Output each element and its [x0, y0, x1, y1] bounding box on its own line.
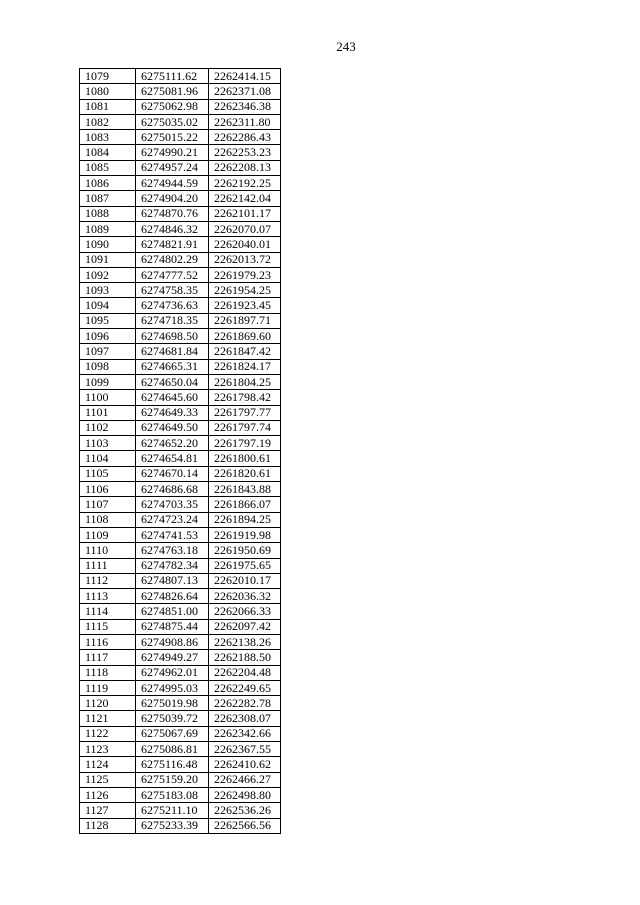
- x-coordinate-cell: 6274846.32: [136, 221, 209, 236]
- table-row: [80, 267, 281, 282]
- table-row: [80, 512, 281, 527]
- point-number-cell: 1124: [80, 757, 136, 772]
- y-coordinate-cell: 2262188.50: [209, 650, 281, 665]
- table-row: [80, 772, 281, 787]
- table-row: [80, 329, 281, 344]
- x-coordinate-cell: 6274870.76: [136, 206, 209, 221]
- x-coordinate-cell: 6274652.20: [136, 436, 209, 451]
- table-row: [80, 69, 281, 84]
- x-coordinate-cell: 6274990.21: [136, 145, 209, 160]
- x-coordinate-cell: 6275183.08: [136, 787, 209, 802]
- y-coordinate-cell: 2262192.25: [209, 176, 281, 191]
- point-number-cell: 1102: [80, 420, 136, 435]
- point-number-cell: 1105: [80, 466, 136, 481]
- x-coordinate-cell: 6275019.98: [136, 696, 209, 711]
- y-coordinate-cell: 2262410.62: [209, 757, 281, 772]
- y-coordinate-cell: 2262466.27: [209, 772, 281, 787]
- y-coordinate-cell: 2261797.19: [209, 436, 281, 451]
- table-row: [80, 696, 281, 711]
- point-number-cell: 1092: [80, 267, 136, 282]
- table-row: [80, 206, 281, 221]
- x-coordinate-cell: 6274736.63: [136, 298, 209, 313]
- table-row: [80, 803, 281, 818]
- point-number-cell: 1110: [80, 543, 136, 558]
- table-row: [80, 420, 281, 435]
- table-row: [80, 634, 281, 649]
- table-row: [80, 114, 281, 129]
- coordinates-table: [79, 68, 281, 834]
- point-number-cell: 1120: [80, 696, 136, 711]
- y-coordinate-cell: 2261894.25: [209, 512, 281, 527]
- x-coordinate-cell: 6274698.50: [136, 329, 209, 344]
- table-row: [80, 145, 281, 160]
- y-coordinate-cell: 2261800.61: [209, 451, 281, 466]
- point-number-cell: 1115: [80, 619, 136, 634]
- table-row: [80, 160, 281, 175]
- table-row: [80, 313, 281, 328]
- table-row: [80, 374, 281, 389]
- point-number-cell: 1086: [80, 176, 136, 191]
- y-coordinate-cell: 2261975.65: [209, 558, 281, 573]
- point-number-cell: 1125: [80, 772, 136, 787]
- table-row: [80, 650, 281, 665]
- x-coordinate-cell: 6274703.35: [136, 497, 209, 512]
- point-number-cell: 1087: [80, 191, 136, 206]
- point-number-cell: 1109: [80, 527, 136, 542]
- point-number-cell: 1118: [80, 665, 136, 680]
- point-number-cell: 1127: [80, 803, 136, 818]
- table-row: [80, 665, 281, 680]
- y-coordinate-cell: 2261804.25: [209, 374, 281, 389]
- x-coordinate-cell: 6274649.50: [136, 420, 209, 435]
- x-coordinate-cell: 6275233.39: [136, 818, 209, 833]
- y-coordinate-cell: 2262097.42: [209, 619, 281, 634]
- point-number-cell: 1104: [80, 451, 136, 466]
- point-number-cell: 1116: [80, 634, 136, 649]
- point-number-cell: 1122: [80, 726, 136, 741]
- y-coordinate-cell: 2261824.17: [209, 359, 281, 374]
- x-coordinate-cell: 6274670.14: [136, 466, 209, 481]
- x-coordinate-cell: 6275116.48: [136, 757, 209, 772]
- x-coordinate-cell: 6274686.68: [136, 482, 209, 497]
- point-number-cell: 1081: [80, 99, 136, 114]
- x-coordinate-cell: 6274777.52: [136, 267, 209, 282]
- point-number-cell: 1085: [80, 160, 136, 175]
- point-number-cell: 1091: [80, 252, 136, 267]
- y-coordinate-cell: 2261820.61: [209, 466, 281, 481]
- table-row: [80, 283, 281, 298]
- x-coordinate-cell: 6275067.69: [136, 726, 209, 741]
- y-coordinate-cell: 2262286.43: [209, 130, 281, 145]
- x-coordinate-cell: 6274654.81: [136, 451, 209, 466]
- x-coordinate-cell: 6275211.10: [136, 803, 209, 818]
- table-row: [80, 99, 281, 114]
- y-coordinate-cell: 2261797.77: [209, 405, 281, 420]
- point-number-cell: 1083: [80, 130, 136, 145]
- y-coordinate-cell: 2262036.32: [209, 589, 281, 604]
- point-number-cell: 1098: [80, 359, 136, 374]
- table-row: [80, 451, 281, 466]
- table-row: [80, 482, 281, 497]
- x-coordinate-cell: 6274802.29: [136, 252, 209, 267]
- x-coordinate-cell: 6274962.01: [136, 665, 209, 680]
- point-number-cell: 1126: [80, 787, 136, 802]
- point-number-cell: 1106: [80, 482, 136, 497]
- y-coordinate-cell: 2261798.42: [209, 390, 281, 405]
- y-coordinate-cell: 2262536.26: [209, 803, 281, 818]
- table-row: [80, 130, 281, 145]
- table-row: [80, 221, 281, 236]
- point-number-cell: 1093: [80, 283, 136, 298]
- table-row: [80, 726, 281, 741]
- x-coordinate-cell: 6274645.60: [136, 390, 209, 405]
- point-number-cell: 1084: [80, 145, 136, 160]
- x-coordinate-cell: 6274649.33: [136, 405, 209, 420]
- table-row: [80, 497, 281, 512]
- point-number-cell: 1082: [80, 114, 136, 129]
- table-row: [80, 191, 281, 206]
- x-coordinate-cell: 6275111.62: [136, 69, 209, 84]
- table-row: [80, 742, 281, 757]
- y-coordinate-cell: 2261797.74: [209, 420, 281, 435]
- table-row: [80, 680, 281, 695]
- point-number-cell: 1095: [80, 313, 136, 328]
- x-coordinate-cell: 6275081.96: [136, 84, 209, 99]
- table-row: [80, 344, 281, 359]
- x-coordinate-cell: 6274908.86: [136, 634, 209, 649]
- x-coordinate-cell: 6274681.84: [136, 344, 209, 359]
- y-coordinate-cell: 2261897.71: [209, 313, 281, 328]
- x-coordinate-cell: 6274741.53: [136, 527, 209, 542]
- point-number-cell: 1117: [80, 650, 136, 665]
- y-coordinate-cell: 2262070.07: [209, 221, 281, 236]
- x-coordinate-cell: 6274995.03: [136, 680, 209, 695]
- table-row: [80, 405, 281, 420]
- coordinates-table-body: [80, 69, 281, 834]
- table-row: [80, 237, 281, 252]
- y-coordinate-cell: 2262249.65: [209, 680, 281, 695]
- x-coordinate-cell: 6274949.27: [136, 650, 209, 665]
- y-coordinate-cell: 2261866.07: [209, 497, 281, 512]
- table-row: [80, 466, 281, 481]
- y-coordinate-cell: 2261923.45: [209, 298, 281, 313]
- x-coordinate-cell: 6274875.44: [136, 619, 209, 634]
- point-number-cell: 1099: [80, 374, 136, 389]
- table-row: [80, 589, 281, 604]
- table-row: [80, 390, 281, 405]
- y-coordinate-cell: 2261979.23: [209, 267, 281, 282]
- x-coordinate-cell: 6274723.24: [136, 512, 209, 527]
- x-coordinate-cell: 6275086.81: [136, 742, 209, 757]
- table-row: [80, 436, 281, 451]
- table-row: [80, 359, 281, 374]
- y-coordinate-cell: 2262208.13: [209, 160, 281, 175]
- y-coordinate-cell: 2262282.78: [209, 696, 281, 711]
- point-number-cell: 1096: [80, 329, 136, 344]
- y-coordinate-cell: 2261869.60: [209, 329, 281, 344]
- y-coordinate-cell: 2262311.80: [209, 114, 281, 129]
- table-row: [80, 298, 281, 313]
- x-coordinate-cell: 6274782.34: [136, 558, 209, 573]
- table-row: [80, 818, 281, 833]
- y-coordinate-cell: 2262414.15: [209, 69, 281, 84]
- point-number-cell: 1107: [80, 497, 136, 512]
- point-number-cell: 1100: [80, 390, 136, 405]
- table-row: [80, 573, 281, 588]
- point-number-cell: 1079: [80, 69, 136, 84]
- y-coordinate-cell: 2262013.72: [209, 252, 281, 267]
- table-row: [80, 711, 281, 726]
- point-number-cell: 1119: [80, 680, 136, 695]
- y-coordinate-cell: 2262010.17: [209, 573, 281, 588]
- point-number-cell: 1111: [80, 558, 136, 573]
- x-coordinate-cell: 6274821.91: [136, 237, 209, 252]
- table-row: [80, 787, 281, 802]
- y-coordinate-cell: 2261843.88: [209, 482, 281, 497]
- table-row: [80, 604, 281, 619]
- point-number-cell: 1121: [80, 711, 136, 726]
- y-coordinate-cell: 2262367.55: [209, 742, 281, 757]
- point-number-cell: 1090: [80, 237, 136, 252]
- y-coordinate-cell: 2262371.08: [209, 84, 281, 99]
- y-coordinate-cell: 2262308.07: [209, 711, 281, 726]
- table-row: [80, 176, 281, 191]
- y-coordinate-cell: 2262253.23: [209, 145, 281, 160]
- table-row: [80, 558, 281, 573]
- point-number-cell: 1113: [80, 589, 136, 604]
- y-coordinate-cell: 2262342.66: [209, 726, 281, 741]
- point-number-cell: 1114: [80, 604, 136, 619]
- table-row: [80, 757, 281, 772]
- y-coordinate-cell: 2262040.01: [209, 237, 281, 252]
- point-number-cell: 1088: [80, 206, 136, 221]
- x-coordinate-cell: 6275159.20: [136, 772, 209, 787]
- x-coordinate-cell: 6274718.35: [136, 313, 209, 328]
- point-number-cell: 1097: [80, 344, 136, 359]
- point-number-cell: 1112: [80, 573, 136, 588]
- point-number-cell: 1089: [80, 221, 136, 236]
- x-coordinate-cell: 6274826.64: [136, 589, 209, 604]
- table-row: [80, 543, 281, 558]
- table-row: [80, 527, 281, 542]
- x-coordinate-cell: 6275062.98: [136, 99, 209, 114]
- point-number-cell: 1128: [80, 818, 136, 833]
- point-number-cell: 1108: [80, 512, 136, 527]
- x-coordinate-cell: 6274904.20: [136, 191, 209, 206]
- page-number: 243: [336, 39, 356, 54]
- table-row: [80, 619, 281, 634]
- x-coordinate-cell: 6274650.04: [136, 374, 209, 389]
- x-coordinate-cell: 6274851.00: [136, 604, 209, 619]
- point-number-cell: 1101: [80, 405, 136, 420]
- table-row: [80, 252, 281, 267]
- y-coordinate-cell: 2262138.26: [209, 634, 281, 649]
- x-coordinate-cell: 6274807.13: [136, 573, 209, 588]
- x-coordinate-cell: 6274944.59: [136, 176, 209, 191]
- x-coordinate-cell: 6275035.02: [136, 114, 209, 129]
- point-number-cell: 1080: [80, 84, 136, 99]
- x-coordinate-cell: 6275015.22: [136, 130, 209, 145]
- point-number-cell: 1094: [80, 298, 136, 313]
- y-coordinate-cell: 2261950.69: [209, 543, 281, 558]
- point-number-cell: 1103: [80, 436, 136, 451]
- point-number-cell: 1123: [80, 742, 136, 757]
- y-coordinate-cell: 2262204.48: [209, 665, 281, 680]
- y-coordinate-cell: 2261847.42: [209, 344, 281, 359]
- y-coordinate-cell: 2261954.25: [209, 283, 281, 298]
- x-coordinate-cell: 6274665.31: [136, 359, 209, 374]
- x-coordinate-cell: 6274763.18: [136, 543, 209, 558]
- x-coordinate-cell: 6274758.35: [136, 283, 209, 298]
- y-coordinate-cell: 2262142.04: [209, 191, 281, 206]
- table-row: [80, 84, 281, 99]
- y-coordinate-cell: 2262346.38: [209, 99, 281, 114]
- y-coordinate-cell: 2262066.33: [209, 604, 281, 619]
- y-coordinate-cell: 2262101.17: [209, 206, 281, 221]
- y-coordinate-cell: 2262566.56: [209, 818, 281, 833]
- y-coordinate-cell: 2262498.80: [209, 787, 281, 802]
- x-coordinate-cell: 6275039.72: [136, 711, 209, 726]
- y-coordinate-cell: 2261919.98: [209, 527, 281, 542]
- x-coordinate-cell: 6274957.24: [136, 160, 209, 175]
